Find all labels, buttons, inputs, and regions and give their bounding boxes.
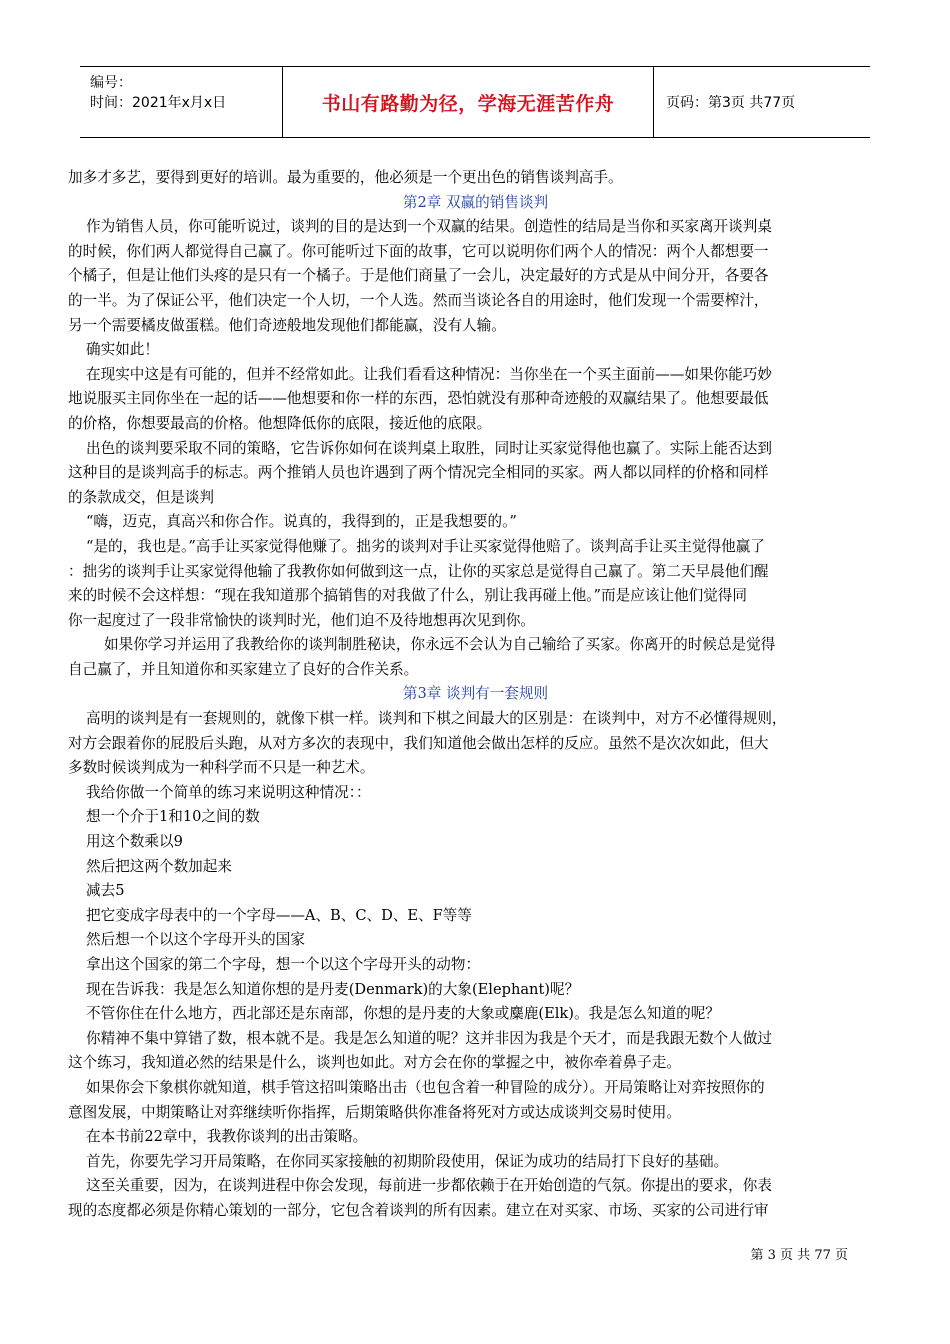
body-line: ：拙劣的谈判手让买家觉得他输了我教你如何做到这一点，让你的买家总是觉得自己赢了。第二天早晨他们醒 (68, 562, 769, 580)
body-line: 用这个数乘以9 (86, 833, 183, 851)
body-line: 减去5 (86, 882, 125, 900)
body-line: 首先，你要先学习开局策略，在你同买家接触的初期阶段使用，保证为成功的结局打下良好的基础。 (86, 1152, 729, 1170)
header-motto-cell (283, 67, 654, 137)
body-line: 这至关重要，因为，在谈判进程中你会发现，每前进一步都依赖于在开始创造的气氛。你提出的要求，你表 (86, 1177, 772, 1195)
body-line: 在现实中这是有可能的，但并不经常如此。让我们看看这种情况：当你坐在一个买主面前——如果你能巧妙 (86, 365, 772, 383)
header-motto: 书山有路勤为径，学海无涯苦作舟 (321, 92, 615, 115)
body-line: 确实如此！ (86, 341, 159, 359)
body-line: 来的时候不会这样想：“现在我知道那个搞销售的对我做了什么，别让我再碰上他。”而是应该让他们觉得同 (68, 587, 747, 605)
body-line: 如果你学习并运用了我教给你的谈判制胜秘诀，你永远不会认为自己输给了买家。你离开的时候总是觉得 (104, 636, 776, 654)
header-page-code: 页码：第3页 共77页 (666, 95, 796, 111)
chapter-heading: 第3章 谈判有一套规则 (402, 685, 549, 703)
body-line: 作为销售人员，你可能听说过，谈判的目的是达到一个双赢的结果。创造性的结局是当你和买家离开谈判桌 (86, 218, 772, 236)
body-line: 对方会跟着你的屁股后头跑，从对方多次的表现中，我们知道他会做出怎样的反应。虽然不是次次如此，但大 (68, 734, 769, 752)
chapter-heading: 第2章 双赢的销售谈判 (402, 193, 549, 211)
body-line: 在本书前22章中，我教你谈判的出击策略。 (86, 1128, 368, 1146)
body-line: 你精神不集中算错了数，根本就不是。我是怎么知道的呢？这并非因为我是个天才，而是我跟无数个人做过 (86, 1029, 772, 1047)
page-footer: 第 3 页 共 77 页 (750, 1248, 848, 1263)
body-line: 不管你住在什么地方，西北部还是东南部，你想的是丹麦的大象或麋鹿(Elk)。我是怎么知道的呢？ (86, 1005, 720, 1023)
body-line: 把它变成字母表中的一个字母——A、B、C、D、E、F等等 (86, 906, 472, 924)
body-line: 这种目的是谈判高手的标志。两个推销人员也许遇到了两个情况完全相同的买家。两人都以同样的价格和同样 (68, 464, 769, 482)
document-number-label: 编号： (90, 75, 132, 91)
page-header (80, 66, 870, 138)
body-line: 现的态度都必须是你精心策划的一部分，它包含着谈判的所有因素。建立在对买家、市场、买家的公司进行审 (68, 1201, 769, 1219)
body-line: 的时候，你们两人都觉得自己赢了。你可能听过下面的故事，它可以说明你们两个人的情况：两个人都想要一 (68, 242, 769, 260)
body-line: 出色的谈判要采取不同的策略，它告诉你如何在谈判桌上取胜，同时让买家觉得他也赢了。实际上能否达到 (86, 439, 772, 457)
body-line: 现在告诉我：我是怎么知道你想的是丹麦(Denmark)的大象(Elephant)呢？ (86, 980, 580, 998)
body-line: 地说服买主同你坐在一起的话——他想要和你一样的东西，恐怕就没有那种奇迹般的双赢结果了。他想要最低 (68, 390, 769, 408)
body-line: 另一个需要橘皮做蛋糕。他们奇迹般地发现他们都能赢，没有人输。 (68, 316, 506, 334)
body-line: 高明的谈判是有一套规则的，就像下棋一样。谈判和下棋之间最大的区别是：在谈判中，对方不必懂得规则， (86, 710, 787, 728)
body-line: 然后想一个以这个字母开头的国家 (86, 931, 305, 949)
body-line: 如果你会下象棋你就知道，棋手管这招叫策略出击（也包含着一种冒险的成分）。开局策略让对弈按照你的 (86, 1078, 765, 1096)
body-line: 的一半。为了保证公平，他们决定一个人切，一个人选。然而当谈论各自的用途时，他们发现一个需要榨汁， (68, 291, 769, 309)
body-line: 想一个介于1和10之间的数 (86, 808, 260, 826)
body-line: 的条款成交，但是谈判 (68, 488, 214, 506)
document-body (68, 166, 883, 1224)
body-line: “嗨，迈克，真高兴和你合作。说真的，我得到的，正是我想要的。” (86, 513, 517, 531)
body-line: 意图发展，中期策略让对弈继续听你指挥，后期策略供你准备将死对方或达成谈判交易时使用。 (68, 1103, 681, 1121)
document-date: 时间：2021年x月x日 (90, 95, 227, 111)
body-line: 你一起度过了一段非常愉快的谈判时光，他们迫不及待地想再次见到你。 (68, 611, 536, 629)
body-line: 加多才多艺，要得到更好的培训。最为重要的，他必须是一个更出色的销售谈判高手。 (68, 169, 623, 186)
header-page-cell (654, 67, 870, 137)
body-line: 自己赢了，并且知道你和买家建立了良好的合作关系。 (68, 660, 419, 678)
body-line: 我给你做一个简单的练习来说明这种情况：： (86, 783, 371, 801)
header-meta (80, 67, 283, 137)
body-line: 拿出这个国家的第二个字母，想一个以这个字母开头的动物： (86, 956, 481, 973)
body-line: 的价格，你想要最高的价格。他想降低你的底限，接近他的底限。 (68, 414, 492, 432)
body-line: 这个练习，我知道必然的结果是什么，谈判也如此。对方会在你的掌握之中，被你牵着鼻子走。 (68, 1054, 681, 1072)
body-line: 然后把这两个数加起来 (86, 857, 232, 875)
body-line: 个橘子，但是让他们头疼的是只有一个橘子。于是他们商量了一会儿，决定最好的方式是从中间分开，各要各 (68, 267, 769, 285)
body-line: “是的，我也是。”高手让买家觉得他赚了。拙劣的谈判对手让买家觉得他赔了。谈判高手让买主觉得他赢了 (86, 537, 765, 555)
body-line: 多数时候谈判成为一种科学而不只是一种艺术。 (68, 759, 375, 777)
